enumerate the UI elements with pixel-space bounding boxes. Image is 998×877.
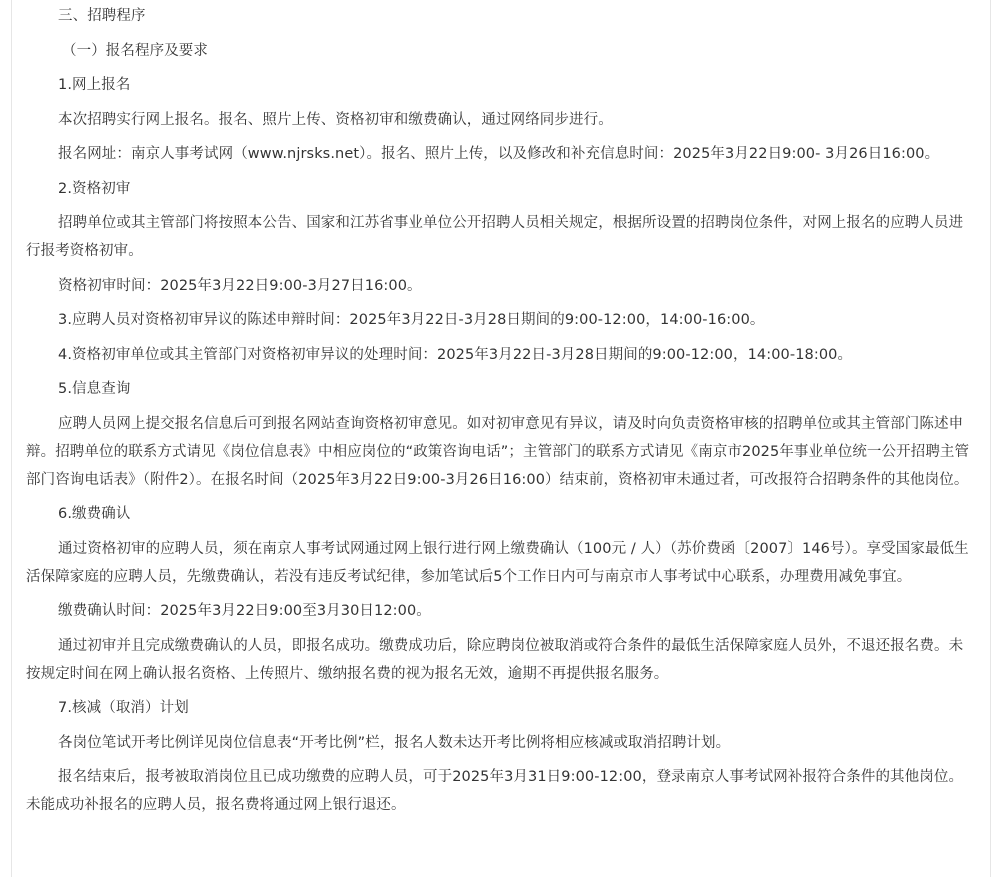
paragraph: 应聘人员网上提交报名信息后可到报名网站查询资格初审意见。如对初审意见有异议，请及时向负责资格审核的招聘单位或其主管部门陈述申辩。招聘单位的联系方式请见《岗位信息表》中相应岗位的“政策咨询电话”；主管部门的联系方式请见《南京市2025年事业单位统一公开招聘主管部门咨询电话表》（附件2）。在报名时间（2025年3月22日9:00-3月26日16:00）结束前，资格初审未通过者，可改报符合招聘条件的其他岗位。	[26, 415, 970, 488]
paragraph: 招聘单位或其主管部门将按照本公告、国家和江苏省事业单位公开招聘人员相关规定，根据所设置的招聘岗位条件，对网上报名的应聘人员进行报考资格初审。	[26, 215, 964, 259]
subsection-title: （一）报名程序及要求	[62, 42, 208, 59]
paragraph: 报名结束后，报考被取消岗位且已成功缴费的应聘人员，可于2025年3月31日9:00-12:00，登录南京人事考试网补报符合条件的其他岗位。未能成功补报名的应聘人员，报名费将通过网上银行退还。	[26, 769, 964, 813]
section-title: 三、招聘程序	[58, 8, 146, 24]
paragraph: 缴费确认时间：2025年3月22日9:00至3月30日12:00。	[58, 603, 431, 619]
paragraph: 通过资格初审的应聘人员，须在南京人事考试网通过网上银行进行网上缴费确认（100元 / 人）（苏价费函〔2007〕146号）。享受国家最低生活保障家庭的应聘人员，先缴费确认，若没有违反考试纪律，参加笔试后5个工作日内可与南京市人事考试中心联系，办理费用减免事宜。	[26, 540, 969, 585]
paragraph: 资格初审时间：2025年3月22日9:00-3月27日16:00。	[58, 277, 422, 294]
item-heading-online-registration: 1.网上报名	[58, 77, 131, 93]
item-heading-payment-confirmation: 6.缴费确认	[58, 506, 131, 522]
paragraph: 通过初审并且完成缴费确认的人员，即报名成功。缴费成功后，除应聘岗位被取消或符合条件的最低生活保障家庭人员外，不退还报名费。未按规定时间在网上确认报名资格、上传照片、缴纳报名费的视为报名无效，逾期不再提供报名服务。	[26, 637, 964, 682]
paragraph: 报名网址：南京人事考试网（www.njrsks.net）。报名、照片上传，以及修改和补充信息时间：2025年3月22日9:00- 3月26日16:00。	[58, 146, 940, 162]
paragraph: 各岗位笔试开考比例详见岗位信息表“开考比例”栏，报名人数未达开考比例将相应核减或取消招聘计划。	[58, 734, 731, 751]
item-heading-qualification-review: 2.资格初审	[58, 180, 131, 197]
paragraph: 4.资格初审单位或其主管部门对资格初审异议的处理时间：2025年3月22日-3月28日期间的9:00-12:00，14:00-18:00。	[58, 346, 853, 363]
item-heading-info-query: 5.信息查询	[58, 381, 131, 397]
article-body	[26, 2, 976, 826]
paragraph: 本次招聘实行网上报名。报名、照片上传、资格初审和缴费确认，通过网络同步进行。	[58, 111, 613, 128]
paragraph: 3.应聘人员对资格初审异议的陈述申辩时间：2025年3月22日-3月28日期间的9:00-12:00，14:00-16:00。	[58, 312, 765, 328]
item-heading-plan-reduction: 7.核减（取消）计划	[58, 700, 189, 716]
